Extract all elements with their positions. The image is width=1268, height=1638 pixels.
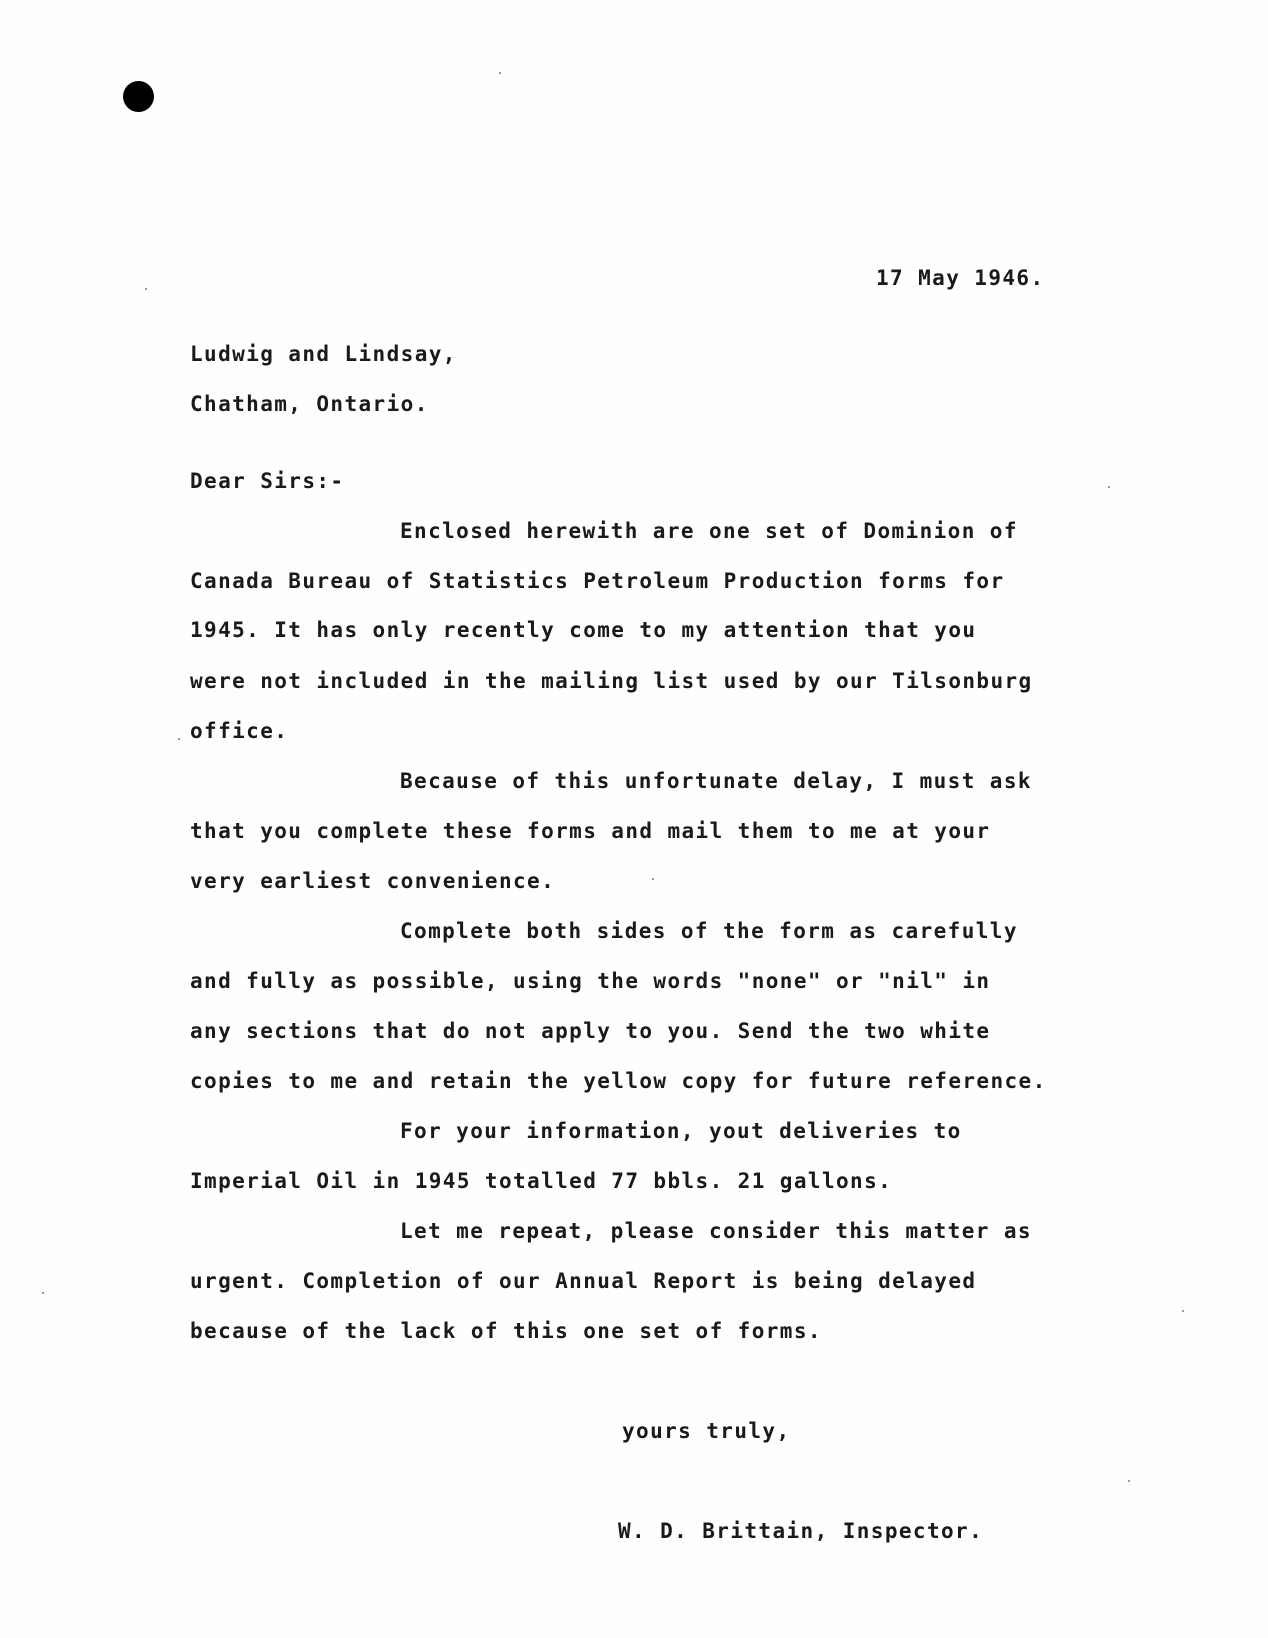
letter-date: 17 May 1946. [876, 266, 1045, 290]
speck [145, 288, 147, 290]
body-line: were not included in the mailing list used by our Tilsonburg [190, 669, 1033, 693]
body-line: Let me repeat, please consider this matter as [400, 1219, 1032, 1243]
body-line: and fully as possible, using the words "none" or "nil" in [190, 969, 991, 993]
body-line: Canada Bureau of Statistics Petroleum Production forms for [190, 569, 1005, 593]
body-line: Enclosed herewith are one set of Dominion of [400, 519, 1018, 543]
closing: yours truly, [622, 1419, 791, 1443]
punch-hole [123, 81, 154, 112]
signature: W. D. Brittain, Inspector. [618, 1519, 984, 1543]
recipient-name: Ludwig and Lindsay, [190, 342, 457, 366]
speck [1108, 486, 1110, 488]
speck [42, 1292, 44, 1294]
speck [1128, 1480, 1130, 1482]
body-line: Because of this unfortunate delay, I must ask [400, 769, 1032, 793]
body-line: that you complete these forms and mail them to me at your [190, 819, 991, 843]
salutation: Dear Sirs:- [190, 469, 345, 493]
recipient-address: Chatham, Ontario. [190, 392, 429, 416]
body-line: office. [190, 719, 289, 743]
body-line: For your information, yout deliveries to [400, 1119, 962, 1143]
speck [178, 738, 180, 740]
body-line: urgent. Completion of our Annual Report is being delayed [190, 1269, 977, 1293]
speck [1182, 1310, 1184, 1312]
speck [499, 72, 501, 74]
body-line: Complete both sides of the form as carefully [400, 919, 1018, 943]
body-line: very earliest convenience. [190, 869, 556, 893]
body-line: any sections that do not apply to you. Send the two white [190, 1019, 991, 1043]
body-line: 1945. It has only recently come to my attention that you [190, 618, 977, 642]
body-line: copies to me and retain the yellow copy for future reference. [190, 1069, 1047, 1093]
speck [652, 878, 654, 880]
body-line: Imperial Oil in 1945 totalled 77 bbls. 21 gallons. [190, 1169, 893, 1193]
body-line: because of the lack of this one set of forms. [190, 1319, 822, 1343]
